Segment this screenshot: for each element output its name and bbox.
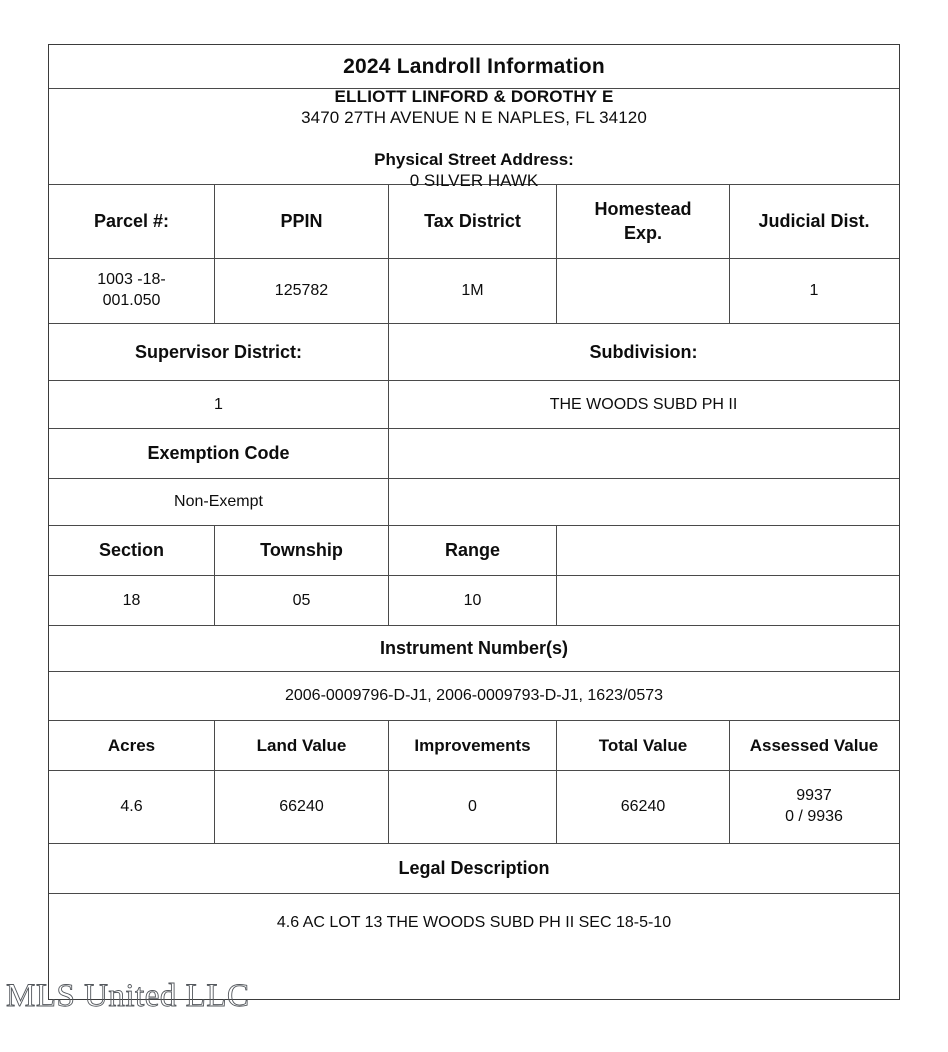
label-supervisor-district: Supervisor District: [49,324,389,380]
section-township-range-header-row [49,526,899,576]
parcel-number-line-1: 1003 -18- [97,271,166,289]
homestead-header-line-2: Exp. [623,222,662,243]
assessed-value-line-1: 9937 [796,787,832,805]
legal-description-header-row [49,844,899,894]
landroll-document [48,44,900,1000]
owner-information-row [49,87,899,190]
cell-ppin: 125782 [215,259,389,323]
supervisor-subdivision-header-row [49,324,899,381]
column-header-judicial-dist: Judicial Dist. [758,211,870,231]
cell-section: 18 [49,576,215,625]
cell-str-header-blank [557,526,898,575]
column-header-ppin: PPIN [215,185,389,258]
cell-township: 05 [215,576,389,625]
cell-total-value: 66240 [557,771,730,843]
valuation-header-row [49,721,899,771]
supervisor-subdivision-value-row [49,381,899,429]
cell-subdivision: THE WOODS SUBD PH II [549,395,738,413]
owner-name: ELLIOTT LINFORD & DOROTHY E [334,87,614,106]
homestead-header-line-1: Homestead [594,199,692,220]
page-title: 2024 Landroll Information [343,54,605,78]
cell-assessed-value [730,771,898,843]
cell-homestead-exp [557,259,730,323]
parcel-number-line-2: 001.050 [102,292,161,309]
legal-description-value-row [49,894,899,951]
column-header-acres: Acres [49,721,215,770]
cell-legal-description: 4.6 AC LOT 13 THE WOODS SUBD PH II SEC 18-5-10 [276,913,672,931]
cell-exemption-value-blank [389,479,898,525]
label-exemption-code: Exemption Code [49,429,389,478]
column-header-tax-district: Tax District [389,185,557,258]
parcel-header-row [49,185,899,259]
section-township-range-value-row [49,576,899,626]
cell-tax-district: 1M [389,259,557,323]
cell-instrument-numbers: 2006-0009796-D-J1, 2006-0009793-D-J1, 1623/0573 [284,687,664,704]
cell-improvements: 0 [389,771,557,843]
instrument-number-value-row [49,672,899,721]
column-header-total-value: Total Value [557,721,730,770]
column-header-land-value: Land Value [215,721,389,770]
column-header-parcel-number: Parcel #: [49,185,215,258]
column-header-assessed-value: Assessed Value [749,735,879,755]
cell-supervisor-district: 1 [49,381,389,428]
exemption-code-header-row [49,429,899,479]
exemption-code-value-row [49,479,899,526]
cell-acres: 4.6 [49,771,215,843]
column-header-range: Range [389,526,557,575]
cell-range: 10 [389,576,557,625]
column-header-improvements: Improvements [389,721,557,770]
label-legal-description: Legal Description [398,858,550,878]
parcel-value-row [49,259,899,324]
column-header-section: Section [49,526,215,575]
assessed-value-line-2: 0 / 9936 [785,808,843,825]
cell-exemption-header-blank [389,429,898,478]
valuation-value-row [49,771,899,844]
document-title-row [49,45,899,89]
owner-mailing-address: 3470 27TH AVENUE N E NAPLES, FL 34120 [301,108,647,128]
label-instrument-numbers: Instrument Number(s) [379,638,568,658]
column-header-homestead-exp [557,185,730,258]
instrument-number-header-row [49,626,899,672]
label-subdivision: Subdivision: [589,341,698,362]
cell-str-value-blank [557,576,898,625]
cell-parcel-number [49,259,215,323]
physical-address-label: Physical Street Address: [374,149,574,169]
physical-address-value: 0 SILVER HAWK [409,170,539,190]
mls-watermark: MLS [6,978,76,1014]
cell-land-value: 66240 [215,771,389,843]
cell-judicial-dist: 1 [809,282,819,299]
column-header-township: Township [215,526,389,575]
cell-exemption-code: Non-Exempt [49,479,389,525]
